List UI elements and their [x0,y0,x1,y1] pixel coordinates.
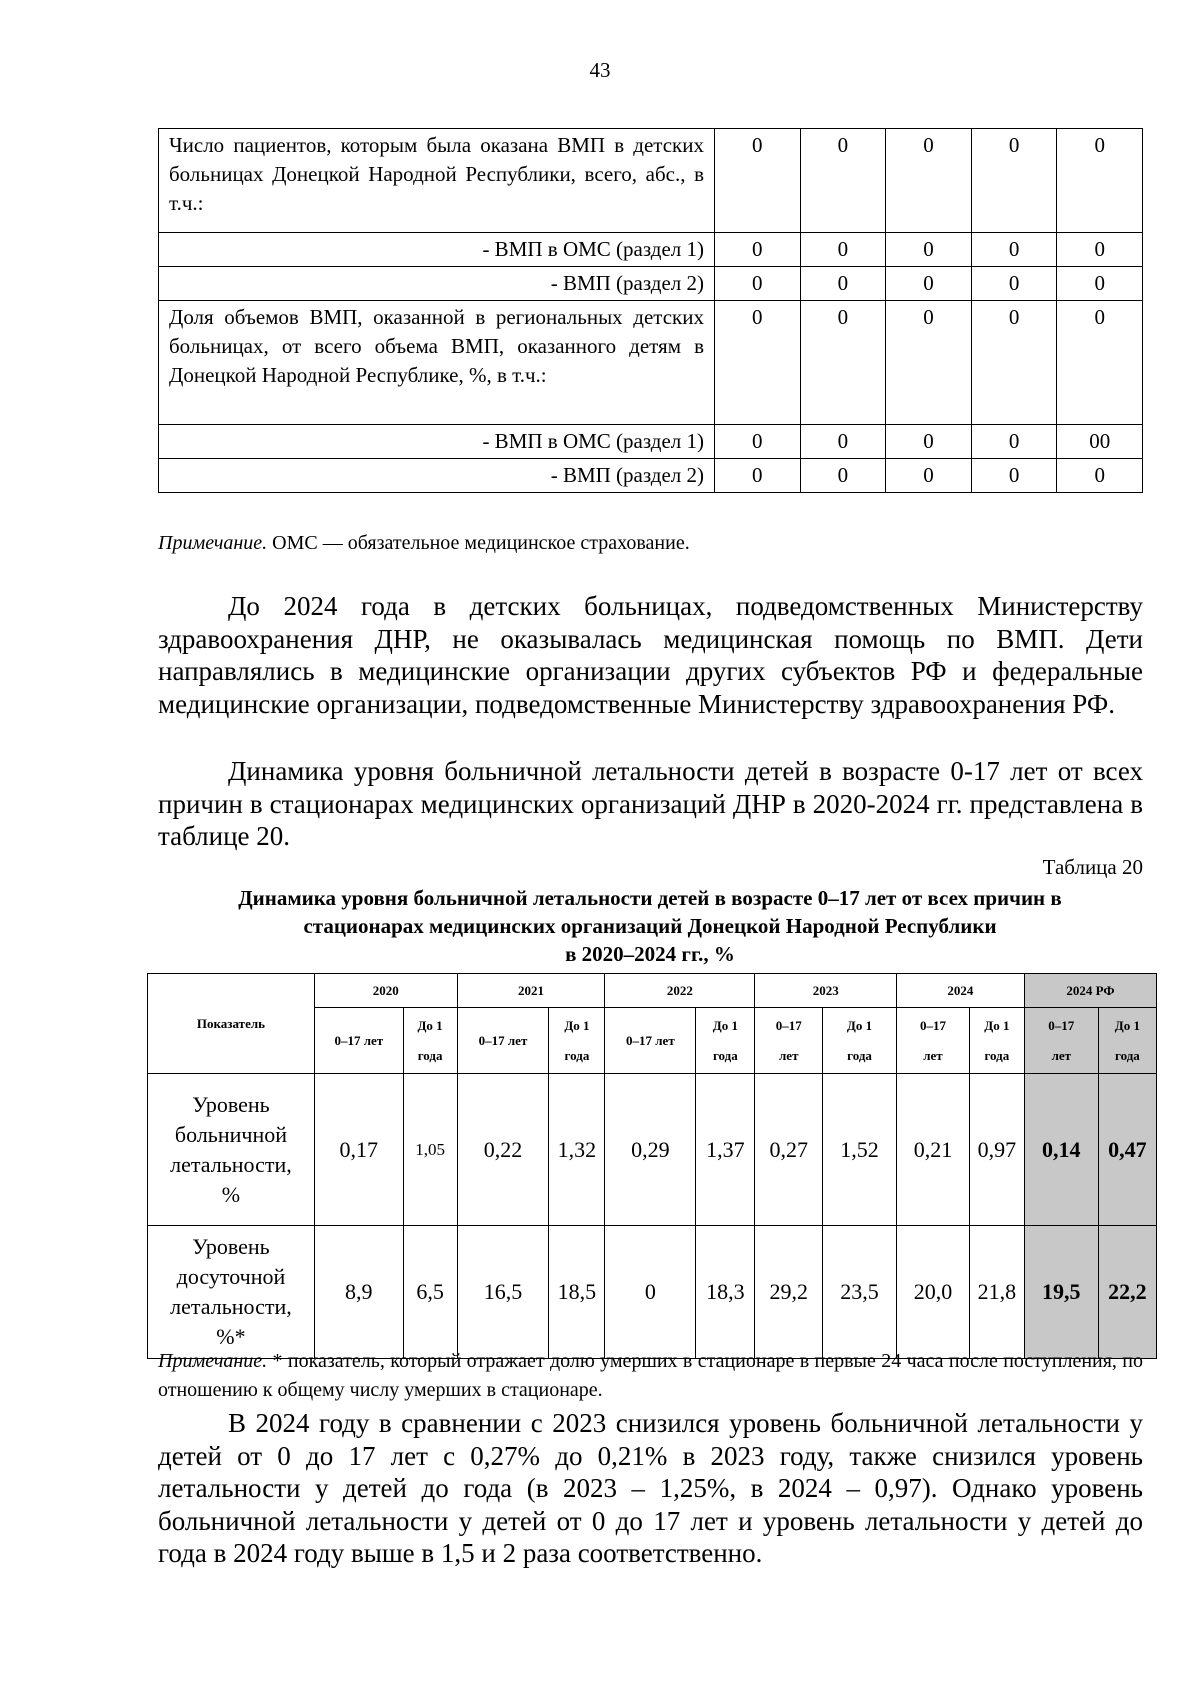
table-cell: 21,8 [969,1226,1024,1359]
table-cell: 0 [886,233,972,267]
paragraph [158,590,1143,720]
table-cell: 16,5 [457,1226,549,1359]
header-age: До 1 года [549,1008,605,1074]
table-cell: 29,2 [755,1226,823,1359]
caption-line: стационарах медицинских организаций Донецкой Народной Республики [303,914,997,938]
row-label: - ВМП (раздел 2) [159,267,715,301]
table-caption [150,884,1150,968]
table-cell: 0 [1057,267,1143,301]
table-row [159,267,1143,301]
header-year: 2020 [314,974,457,1008]
table-cell: 0 [715,129,801,233]
table-cell: 0 [886,301,972,425]
table-note [158,532,690,555]
note-prefix: Примечание. [158,532,268,554]
table-cell: 0 [1057,129,1143,233]
table-cell: 0 [1057,459,1143,493]
table-cell: 0,21 [897,1074,970,1226]
table-cell: 0 [800,233,886,267]
table-cell: 19,5 [1024,1226,1098,1359]
table-cell: 0,29 [605,1074,696,1226]
table-cell: 1,52 [823,1074,897,1226]
row-label: Число пациентов, которым была оказана ВМП в детских больницах Донецкой Народной Республики, всего, абс., в т.ч.: [159,129,715,233]
table-cell: 0 [800,267,886,301]
table-cell: 0,17 [314,1074,403,1226]
table-cell: 0,47 [1098,1074,1156,1226]
table-cell: 0 [886,459,972,493]
table-cell: 18,5 [549,1226,605,1359]
header-age: До 1 года [823,1008,897,1074]
table-cell: 0 [605,1226,696,1359]
table-cell: 0 [800,425,886,459]
table-cell: 0 [1057,301,1143,425]
table-cell: 18,3 [696,1226,755,1359]
header-age: 0–17 лет [755,1008,823,1074]
table-cell: 22,2 [1098,1226,1156,1359]
table-cell: 0 [886,425,972,459]
table-cell: 0 [886,267,972,301]
table-row [159,425,1143,459]
header-year: 2024 [897,974,1025,1008]
table-cell: 0 [971,233,1057,267]
paragraph-text: В 2024 году в сравнении с 2023 снизился уровень больничной летальности у детей от 0 до 17 лет с 0,27% до 0,21% в 2023 году, также снизился уровень летальности у детей до года (в 2023 – 1,25%, в 2024 – 0,97). Однако уровень больничной летальности у детей от 0 до 17 лет и уровень летальности у детей до года в 2024 году выше в 1,5 и 2 раза соответственно. [158,1408,1143,1568]
paragraph [158,1407,1143,1570]
table-cell: 0 [886,129,972,233]
table-note [158,1347,1143,1405]
table-row [159,129,1143,233]
table-cell: 0 [715,233,801,267]
table-cell: 0 [715,459,801,493]
table-row [148,1226,1157,1359]
table-cell: 0,22 [457,1074,549,1226]
table-cell: 1,32 [549,1074,605,1226]
note-prefix: Примечание. [158,1350,268,1372]
header-age: До 1 года [969,1008,1024,1074]
header-age: До 1 года [1098,1008,1156,1074]
header-age: 0–17 лет [314,1008,403,1074]
table-cell: 8,9 [314,1226,403,1359]
table-cell: 0 [971,301,1057,425]
table-cell: 1,37 [696,1074,755,1226]
row-label: - ВМП в ОМС (раздел 1) [159,233,715,267]
header-age: До 1 года [696,1008,755,1074]
vmp-table [158,128,1143,493]
mortality-table [147,973,1157,1359]
caption-line: в 2020–2024 гг., % [565,942,735,966]
row-label: Уровень досуточной летальности, %* [148,1226,315,1359]
table-cell: 1,05 [403,1074,457,1226]
header-age: 0–17 лет [605,1008,696,1074]
table-cell: 6,5 [403,1226,457,1359]
page-number: 43 [589,58,611,82]
table-cell: 0,14 [1024,1074,1098,1226]
paragraph-text: Динамика уровня больничной летальности детей в возрасте 0-17 лет от всех причин в стационарах медицинских организаций ДНР в 2020-2024 гг. представлена в таблице 20. [158,756,1143,851]
table-cell: 0 [800,301,886,425]
table-cell: 0 [971,129,1057,233]
row-label: Доля объемов ВМП, оказанной в региональных детских больницах, от всего объема ВМП, оказанного детям в Донецкой Народной Республике, %, в т.ч.: [159,301,715,425]
caption-line: Динамика уровня больничной летальности детей в возрасте 0–17 лет от всех причин в [238,886,1062,910]
table-row [159,301,1143,425]
table-cell: 00 [1057,425,1143,459]
table-cell: 0 [715,267,801,301]
row-label: - ВМП в ОМС (раздел 1) [159,425,715,459]
table-cell: 0 [800,459,886,493]
table-cell: 0,27 [755,1074,823,1226]
table-cell: 20,0 [897,1226,970,1359]
table-cell: 0 [715,301,801,425]
header-age: 0–17 лет [457,1008,549,1074]
paragraph [158,755,1143,853]
table-cell: 0 [971,267,1057,301]
note-text: * показатель, который отражает долю умерших в стационаре в первые 24 часа после поступления, по отношению к общему числу умерших в стационаре. [158,1350,1143,1401]
note-text: ОМС — обязательное медицинское страхование. [267,532,690,554]
header-age: 0–17 лет [1024,1008,1098,1074]
table-row [159,459,1143,493]
table-cell: 0 [971,425,1057,459]
table-cell: 0 [1057,233,1143,267]
table-cell: 0 [800,129,886,233]
table-cell: 0 [715,425,801,459]
table-cell: 0 [971,459,1057,493]
header-year: 2023 [755,974,897,1008]
row-label: - ВМП (раздел 2) [159,459,715,493]
table-row [159,233,1143,267]
header-row [148,974,1157,1008]
table-number: Таблица 20 [1042,855,1143,879]
table-row [148,1074,1157,1226]
header-age: 0–17 лет [897,1008,970,1074]
table-cell: 0,97 [969,1074,1024,1226]
header-year: 2022 [605,974,755,1008]
header-indicator: Показатель [148,974,315,1074]
header-age: До 1 года [403,1008,457,1074]
header-year-rf: 2024 РФ [1024,974,1156,1008]
table-cell: 23,5 [823,1226,897,1359]
row-label: Уровень больничной летальности, % [148,1074,315,1226]
header-year: 2021 [457,974,605,1008]
paragraph-text: До 2024 года в детских больницах, подведомственных Министерству здравоохранения ДНР, не оказывалась медицинская помощь по ВМП. Дети направлялись в медицинские организации других субъектов РФ и федеральные медицинские организации, подведомственные Министерству здравоохранения РФ. [158,591,1143,719]
